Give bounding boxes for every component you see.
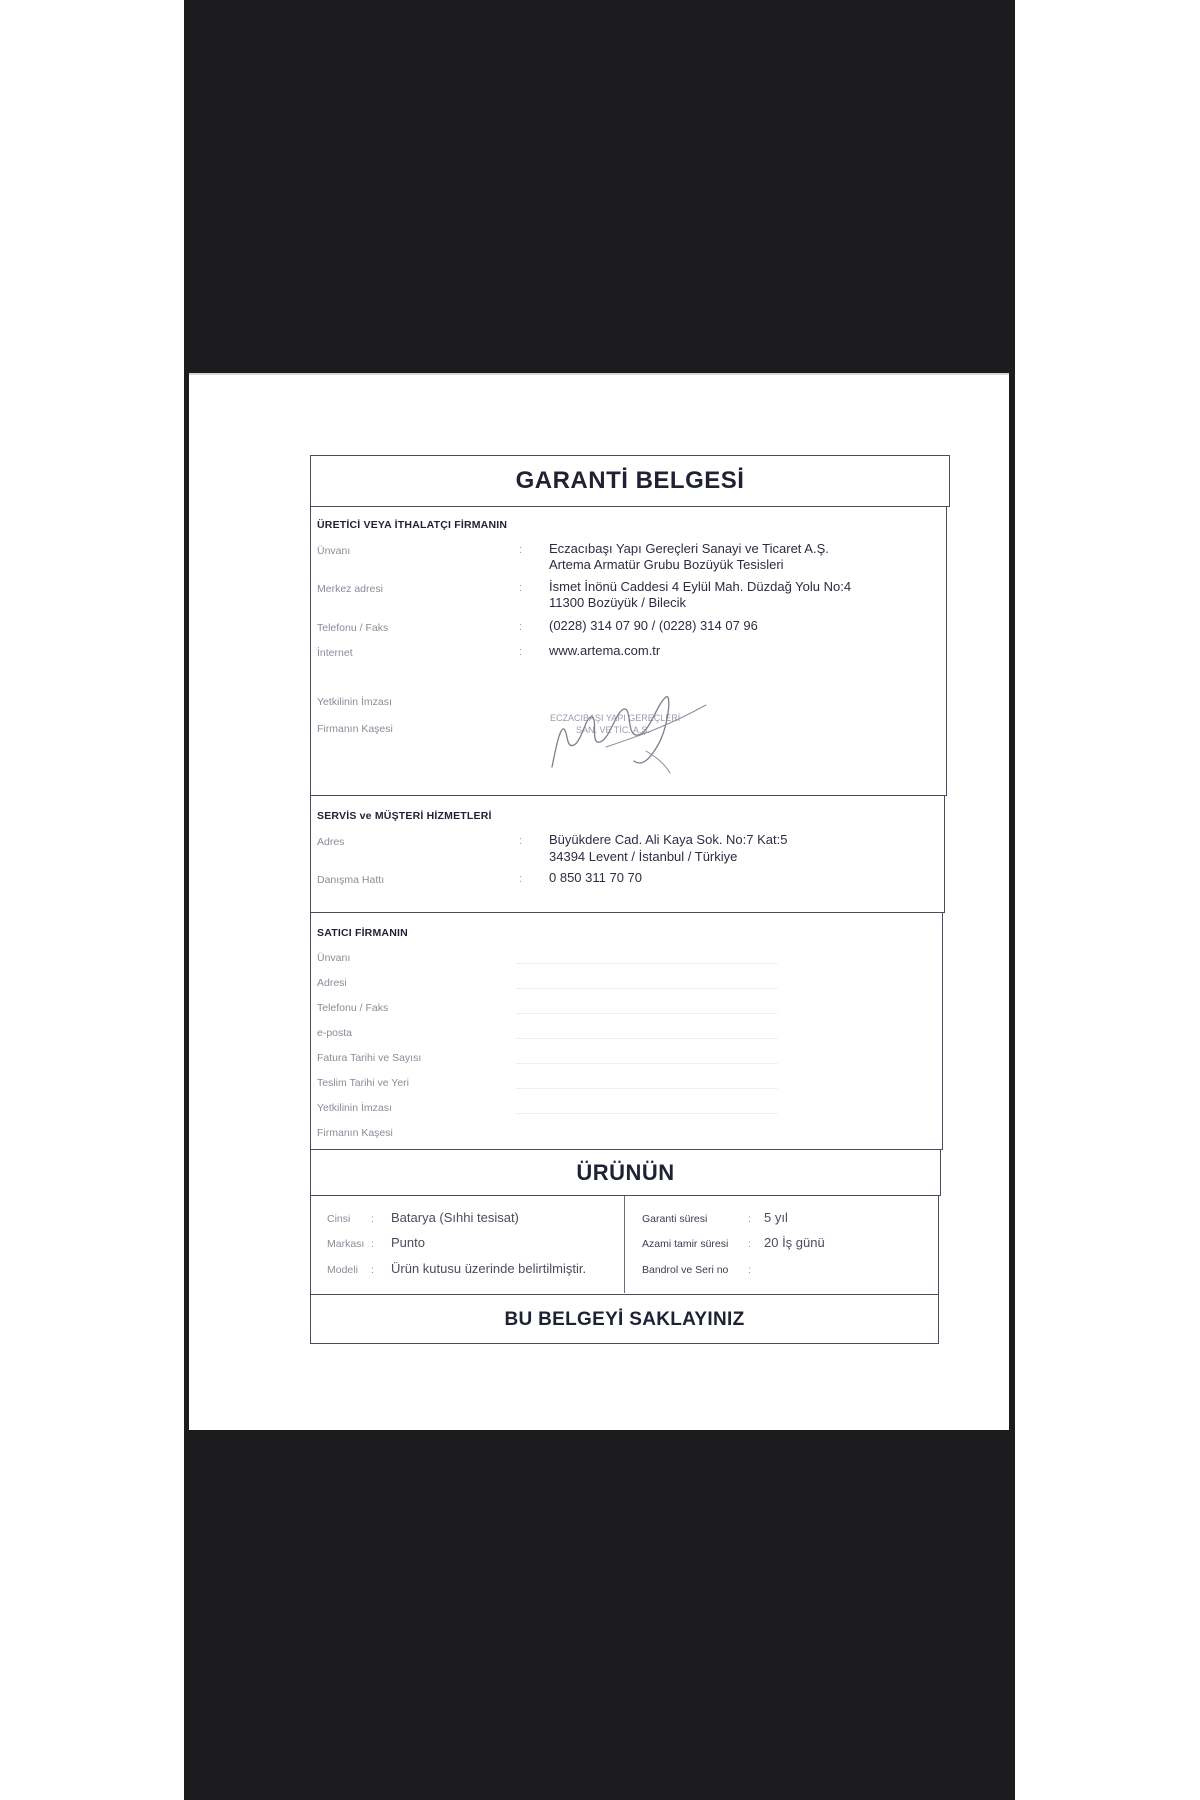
colon: : [519,835,523,847]
manufacturer-signature-label: Yetkilinin İmzası [317,696,392,708]
service-address-line2: 34394 Levent / İstanbul / Türkiye [549,849,738,864]
manufacturer-internet-label: İnternet [317,647,353,659]
max-repair-time-value: 20 İş günü [764,1235,825,1250]
seller-signature-blank [516,1113,778,1114]
warranty-paper [189,373,1009,1430]
colon: : [371,1213,374,1225]
max-repair-time-label: Azami tamir süresi [642,1238,729,1250]
seller-signature-label: Yetkilinin İmzası [317,1102,392,1114]
service-heading: SERVİS ve MÜŞTERİ HİZMETLERİ [317,810,492,822]
stamp-text-line2: SAN. VE TİC. A.Ş. [576,725,650,735]
title-section [310,455,950,507]
service-address-line1: Büyükdere Cad. Ali Kaya Sok. No:7 Kat:5 [549,832,788,847]
seller-phone-label: Telefonu / Faks [317,1002,389,1014]
service-section [310,796,945,913]
warranty-period-value: 5 yıl [764,1210,788,1225]
seller-address-blank [516,988,778,989]
seller-invoice-label: Fatura Tarihi ve Sayısı [317,1052,422,1064]
manufacturer-name-line1: Eczacıbaşı Yapı Gereçleri Sanayi ve Ticaret A.Ş. [549,541,829,556]
manufacturer-phone-value: (0228) 314 07 90 / (0228) 314 07 96 [549,618,758,633]
colon: : [519,582,523,594]
manufacturer-name-label: Ünvanı [317,545,351,557]
footer-section [310,1295,939,1344]
seller-section [310,913,943,1150]
seller-delivery-blank [516,1088,778,1089]
seller-invoice-blank [516,1063,778,1064]
seller-name-blank [516,963,778,964]
seller-heading: SATICI FİRMANIN [317,927,408,939]
service-hotline-value: 0 850 311 70 70 [549,870,643,885]
service-address-label: Adres [317,836,345,848]
serial-number-label: Bandrol ve Seri no [642,1264,729,1276]
product-type-label: Cinsi [327,1213,351,1225]
colon: : [519,544,523,556]
signature-stamp-image [546,687,736,777]
colon: : [519,646,523,658]
seller-delivery-label: Teslim Tarihi ve Yeri [317,1077,410,1089]
warranty-period-label: Garanti süresi [642,1213,708,1225]
seller-stamp-label: Firmanın Kaşesi [317,1127,393,1139]
colon: : [748,1238,751,1250]
colon: : [371,1238,374,1250]
manufacturer-heading: ÜRETİCİ VEYA İTHALATÇI FİRMANIN [317,519,508,531]
manufacturer-stamp-label: Firmanın Kaşesi [317,723,393,735]
product-heading-section [310,1150,941,1196]
product-model-label: Modeli [327,1264,358,1276]
warranty-document [310,455,950,1338]
manufacturer-section [310,507,947,796]
manufacturer-address-line1: İsmet İnönü Caddesi 4 Eylül Mah. Düzdağ Yolu No:4 [549,579,852,594]
colon: : [371,1264,374,1276]
product-brand-label: Markası [327,1238,365,1250]
colon: : [519,621,523,633]
service-hotline-label: Danışma Hattı [317,874,385,886]
colon: : [748,1213,751,1225]
footer-note: BU BELGEYİ SAKLAYINIZ [504,1309,745,1330]
seller-address-label: Adresi [317,977,347,989]
colon: : [748,1264,751,1276]
product-model-value: Ürün kutusu üzerinde belirtilmiştir. [391,1261,587,1276]
seller-name-label: Ünvanı [317,952,351,964]
manufacturer-name-line2: Artema Armatür Grubu Bozüyük Tesisleri [549,557,784,572]
seller-email-blank [516,1038,778,1039]
product-heading: ÜRÜNÜN [576,1160,675,1185]
product-type-value: Batarya (Sıhhi tesisat) [391,1210,519,1225]
manufacturer-internet-value: www.artema.com.tr [549,643,661,658]
stamp-text-line1: ECZACIBAŞI YAPI GEREÇLERİ [550,713,681,723]
manufacturer-phone-label: Telefonu / Faks [317,622,389,634]
manufacturer-address-label: Merkez adresi [317,583,383,595]
seller-phone-blank [516,1013,778,1014]
colon: : [519,873,523,885]
product-brand-value: Punto [391,1235,425,1250]
seller-email-label: e-posta [317,1027,353,1039]
document-title: GARANTİ BELGESİ [515,467,745,494]
product-details-section [310,1196,939,1295]
manufacturer-address-line2: 11300 Bozüyük / Bilecik [549,595,687,610]
product-left-column [311,1196,625,1293]
